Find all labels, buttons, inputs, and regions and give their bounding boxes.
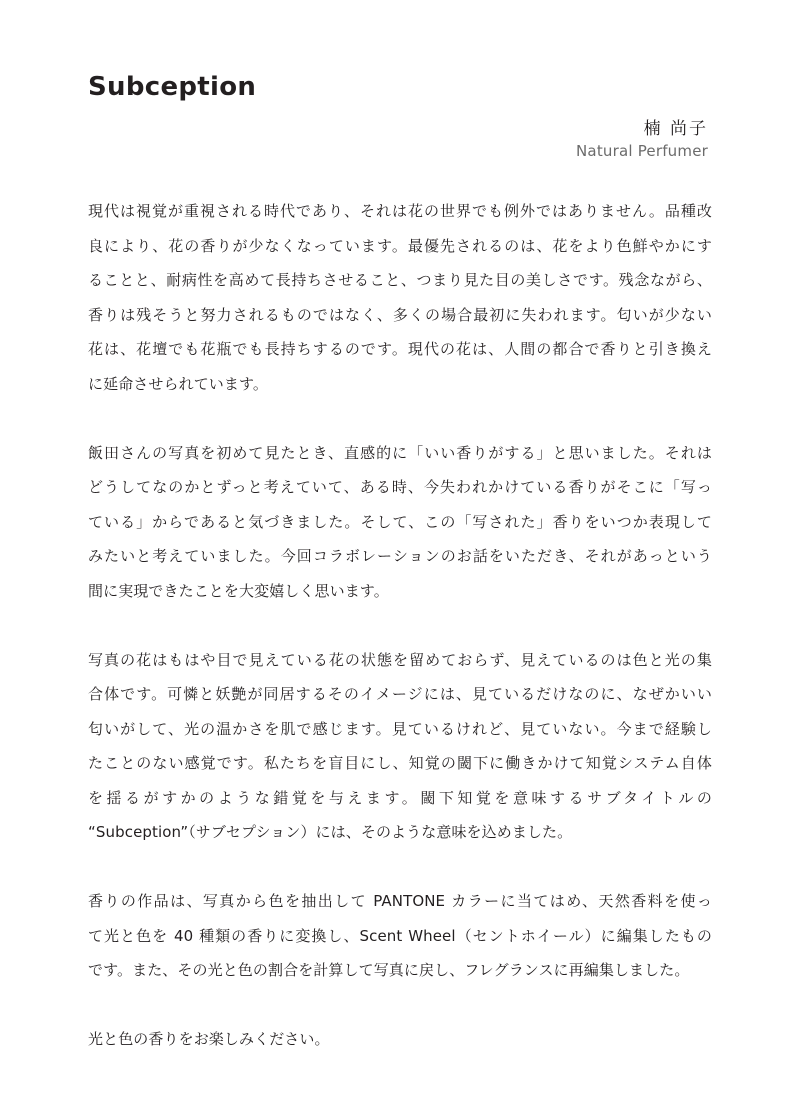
text-line: を揺るがすかのような錯覚を与えます。閾下知覚を意味するサブタイトルの: [88, 788, 712, 807]
text-line: 香りの作品は、写真から色を抽出して PANTONE カラーに当てはめ、天然香料を使っ: [88, 892, 712, 910]
text-line: 飯田さんの写真を初めて見たとき、直感的に「いい香りがする」と思いました。それは: [88, 443, 712, 462]
text-line: です。また、その光と色の割合を計算して写真に戻し、フレグランスに再編集しました。: [88, 961, 690, 979]
text-line: て光と色を 40 種類の香りに変換し、Scent Wheel（セントホイール）に編集したもの: [88, 926, 712, 945]
paragraph: [88, 643, 712, 850]
text-line: どうしてなのかとずっと考えていて、ある時、今失われかけている香りがそこに「写っ: [88, 478, 712, 496]
text-line: 合体です。可憐と妖艶が同居するそのイメージには、見ているだけなのに、なぜかいい: [88, 685, 712, 703]
document-title: Subception: [88, 72, 257, 102]
paragraph: [88, 1022, 712, 1057]
text-line: ることと、耐病性を高めて長持ちさせること、つまり見た目の美しさです。残念ながら、: [88, 271, 712, 289]
text-line: 現代は視覚が重視される時代であり、それは花の世界でも例外ではありません。品種改: [88, 202, 712, 220]
paragraph: [88, 194, 712, 401]
text-line: たことのない感覚です。私たちを盲目にし、知覚の閾下に働きかけて知覚システム自体: [88, 754, 712, 772]
text-line: 間に実現できたことを大変嬉しく思います。: [88, 581, 389, 600]
text-line: 写真の花はもはや目で見えている花の状態を留めておらず、見えているのは色と光の集: [88, 650, 712, 669]
author-name: 楠 尚子: [643, 119, 708, 139]
text-line: 光と色の香りをお楽しみください。: [88, 1030, 330, 1048]
text-line: 良により、花の香りが少なくなっています。最優先されるのは、花をより色鮮やかにす: [88, 236, 712, 255]
author-role: Natural Perfumer: [576, 142, 708, 160]
text-line: に延命させられています。: [88, 374, 269, 393]
paragraph: [88, 884, 712, 988]
paragraph: [88, 436, 712, 609]
text-line: ている」からであると気づきました。そして、この「写された」香りをいつか表現して: [88, 512, 712, 531]
text-line: 匂いがして、光の温かさを肌で感じます。見ているけれど、見ていない。今まで経験し: [88, 719, 712, 738]
text-line: みたいと考えていました。今回コラボレーションのお話をいただき、それがあっという: [88, 547, 712, 565]
text-line: 香りは残そうと努力されるものではなく、多くの場合最初に失われます。匂いが少ない: [88, 305, 712, 324]
body-text: [88, 194, 712, 1091]
author-block: [576, 118, 708, 161]
text-line: 花は、花壇でも花瓶でも長持ちするのです。現代の花は、人間の都合で香りと引き換え: [88, 340, 712, 358]
text-line: “Subception”（サブセプション）には、そのような意味を込めました。: [88, 823, 573, 841]
